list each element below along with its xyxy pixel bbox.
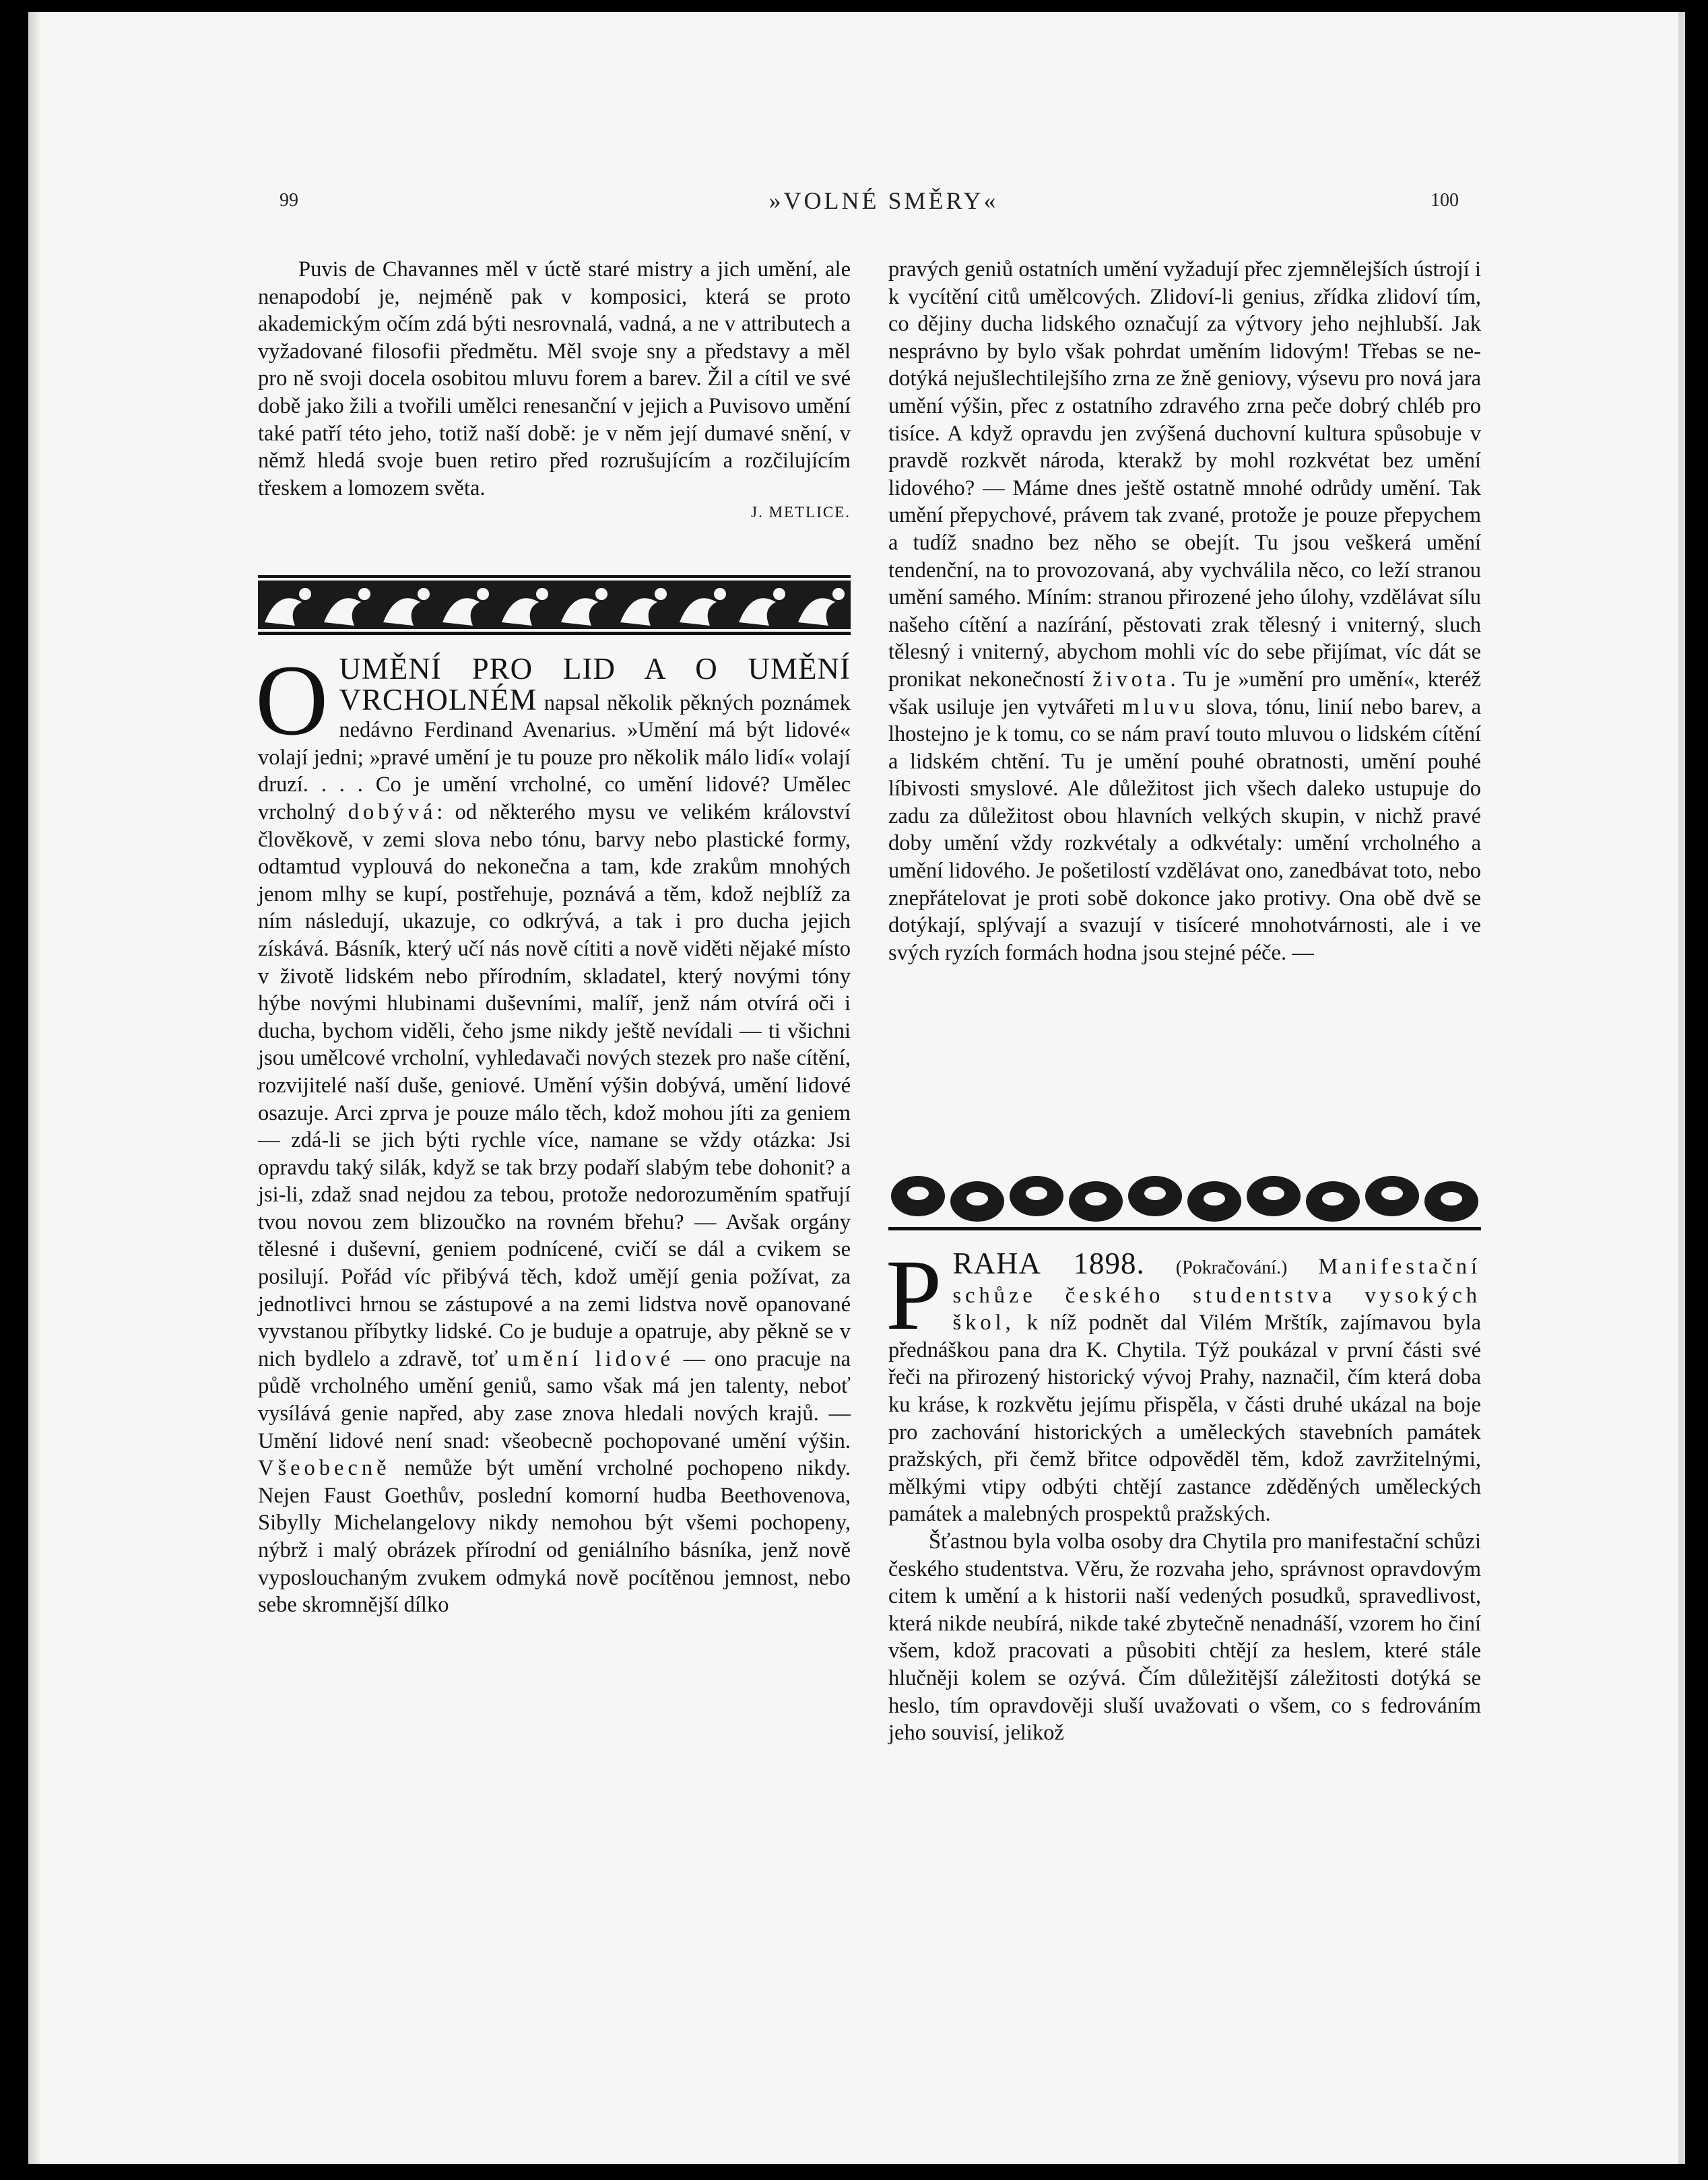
continued-text-2: . Tu je »umění pro umění«, kteréž však usiluje jen vytvářeti bbox=[888, 667, 1482, 719]
spaced-word: života bbox=[1092, 667, 1171, 692]
ornament-band-lower bbox=[888, 1169, 1481, 1233]
praha-paragraph bbox=[886, 1239, 1482, 1528]
page-spine-shadow bbox=[28, 12, 40, 2164]
right-column-article bbox=[886, 1239, 1482, 1747]
continued-text-1: pravých geniů ostatních umění vyžadují přec zjemnělejších ústrojí i k vycítění citů umělcových. Zlidoví-li genius, zřídka zlidoví tím, co dějiny ducha lidského označují za výtvory jeho nejhlubší. Jak nesprávno by bylo však pohrdat uměním lidovým! Třebas se nedotýká nejušlechtilejšího zrna ze žně geniovy, výsevu pro nová jara umění výšin, přec z ostatního zdravého zrna peče dobrý chléb pro tisíce. A když opravdu jen zvýšená duchovní kultura spůsobuje v pravdě rozkvět národa, kterakž by mohl rozkvétat bez umění lidového? — Máme dnes ještě ostatně mnohé odrůdy umění. Tak umění přepychové, právem tak zvané, protože je pouze přepychem a tudíž snadno bez něho se obejít. Tu jsou veškerá umění tendenční, na to provozovaná, aby vychválila něco, co leží stranou umění samého. Míním: stranou přirozené jeho úlohy, vzdělávat sílu našeho cítění a nazírání, pěstovati zrak tělesný i vniterný, sluch tělesný i vniterný, abychom mohli víc do sebe přijímat, víc dát se pronikat nekonečností bbox=[888, 257, 1481, 692]
article2-dropcap: P bbox=[886, 1239, 942, 1351]
article-dropcap: O bbox=[255, 645, 329, 756]
page-number-right: 100 bbox=[1431, 190, 1459, 211]
article-paragraph bbox=[255, 645, 851, 1619]
intro-paragraph: Puvis de Chavannes měl v úctě staré mistry a jich umění, ale nenapodobí je, nejméně pak v komposici, která se proto akademickým očím zdá býti nesrovnalá, vadná, a ne v attributech a vyžadované filosofii předmětu. Měl svoje sny a představy a měl pro ně svoji docela osobitou mluvu forem a barev. Žil a cítil ve své době jako žili a tvořili umělci renesanční v jejich a Puvisovo umění také patří této jeho, totiž naší době: je v něm její dumavé snění, v němž hledá svoje buen retiro před rozrušujícím a rozčilujícím třeskem a lomozem světa. bbox=[258, 257, 851, 500]
running-head: »VOLNÉ SMĚRY« bbox=[768, 187, 999, 214]
spaced-phrase: Manifestační schůze českého studentstva vysokých škol, bbox=[952, 1255, 1482, 1335]
continuation-paragraph bbox=[888, 256, 1481, 966]
article-text-1: napsal několik pěkných poznámek nedávno Ferdinand Avenarius. »Umění má být lidové« volají jedni; »pravé umění je tu pouze pro několik málo lidí« volají druzí. . . . Co je umění vrcholné, co umění lidové? Umělec vrcholný bbox=[258, 690, 851, 824]
page-number-left: 99 bbox=[280, 190, 298, 211]
article2-title: RAHA 1898. bbox=[952, 1247, 1145, 1280]
ornament-band-upper bbox=[258, 575, 851, 639]
spaced-word: Všeobecně bbox=[258, 1456, 391, 1481]
left-column-article bbox=[255, 645, 851, 1619]
article-text-2: : od některého mysu ve velikém království člověkově, v zemi slova nebo tónu, barvy nebo plastické formy, odtamtud vyplouvá do nekonečna a tam, kde zrakům mnohých jenom mlhy se kupí, postřehuje, poznává a těm, kdož nejblíž za ním následují, ukazuje, co odkrývá, a tak i pro ducha jejich získává. Básník, který učí nás nově cítiti a nově viděti nějaké místo v životě lidském nebo přírodním, skladatel, který novými tóny hýbe novými hlubinami duševními, malíř, jenž nám otvírá oči i ducha, bychom viděli, čeho jsme nikdy ještě nevídali — ti všichni jsou umělcové vrcholní, vyhledavači nových stezek pro naše cítění, rozvijitelé naší duše, geniové. Umění výšin dobývá, umění lidové osazuje. Arci zprva je pouze málo těch, kdož mohou jíti za geniem — zdá-li se jich býti rychle více, namane se vždy otázka: Jsi opravdu taký silák, když se tak brzy podaří slabým tebe dohonit? a jsi-li, zdaž snad nejdou za tebou, protože nedorozuměním spatřují tvou novou zem blizoučko na rovném břehu? — Avšak orgány tělesné i duševní, geniem podnícené, cvičí se dál a cvikem se posilují. Pořád víc přibývá těch, kdož umějí genia požívat, za jednotlivci hrnou se zástupové a na zemi lidstva nově opanované vyvstanou příbytky lidské. Co je buduje a opatruje, aby pěkně se v nich bydlelo a zdravě, toť bbox=[258, 799, 851, 1371]
right-column-continuation bbox=[888, 256, 1481, 966]
praha-paragraph-2: Šťastnou byla volba osoby dra Chytila pro manifestační schůzi českého studentstva. Věru, že rozvaha jeho, správnost opravdovým citem k umění a k historii naší vedených posudků, spravedlivost, která nikde neubírá, nikde také zbytečně nenadnáší, vzorem ho činí všem, kdož pracovati a působiti chtějí za heslem, které stále hlučněji kolem se ozývá. Čím důležitější záležitosti dotýká se heslo, tím opravdověji sluší uvažovati o všem, co s fedrováním jeho souvisí, jelikož bbox=[888, 1529, 1481, 1746]
article2-text-1: k níž podnět dal Vilém Mrštík, zajímavou byla přednáškou pana dra K. Chytila. Týž poukázal v první části své řeči na přirozený historický vývoj Prahy, naznačil, čím která doba ku kráse, k rozkvětu jejímu přispěla, v části druhé ukázal na boje pro zachování historických a uměleckých stavebních památek pražských, při čemž břitce odpověděl těm, kdož zavržitelnými, mělkými vtipy odbýti chtějí zastance zděděných uměleckých památek a malebných prospektů pražských. bbox=[888, 1311, 1481, 1527]
page-edge bbox=[1678, 12, 1685, 2164]
spaced-phrase: umění lidové bbox=[506, 1346, 674, 1371]
spaced-word: dobývá bbox=[348, 799, 437, 824]
left-column-intro bbox=[258, 256, 851, 527]
author-signature: J. METLICE. bbox=[751, 504, 851, 521]
spaced-word: mluvu bbox=[1122, 694, 1199, 719]
article-title: UMĚNÍ PRO LID A O UMĚNÍ VRCHOLNÉM bbox=[339, 652, 851, 717]
magazine-page bbox=[28, 12, 1685, 2164]
article-text-4: nemůže být umění vrcholné pochopeno nikdy. Nejen Faust Goethův, poslední komorní hudba Beethovenova, Sibylly Michelangelovy nikdy nemohou být všemi pochopeny, nýbrž i malý obrázek přírodní od geniálního básníka, jenž nově vyposlouchaným zvukem odmyká nově pocítěnou jemnost, nebo sebe skromnější dílko bbox=[258, 1456, 851, 1618]
article-text-3: — ono pracuje na půdě vrcholného umění geniů, samo však má jen talenty, neboť vysílává genie napřed, aby zase znova hledali nových krajů. — Umění lidové není snad: všeobecně pochopované umění výšin. bbox=[258, 1346, 851, 1453]
article2-continued-note: (Pokračování.) bbox=[1175, 1257, 1288, 1278]
continued-text-3: slova, tónu, linií nebo barev, a lhostejno je k tomu, co se nám praví touto mluvou o lidském cítění a lidském chtění. Tu je umění pouhé obratnosti, umění pouhé líbivosti smyslové. Ale důležitost jich všech daleko ustupuje do zadu za důležitost obou hlavních velkých skupin, v nichž pravé doby umění vždy rozkvétaly a odkvétaly: umění vrcholného a umění lidového. Je pošetilostí vzdělávat ono, zanedbávat toto, nebo znepřátelovat je proti sobě dokonce jako protivy. Ona obě dvě se dotýkají, splývají a svazují v tisíceré mnohotvárnosti, ale i ve svých ryzích formách hodna jsou stejné péče. — bbox=[888, 694, 1481, 965]
